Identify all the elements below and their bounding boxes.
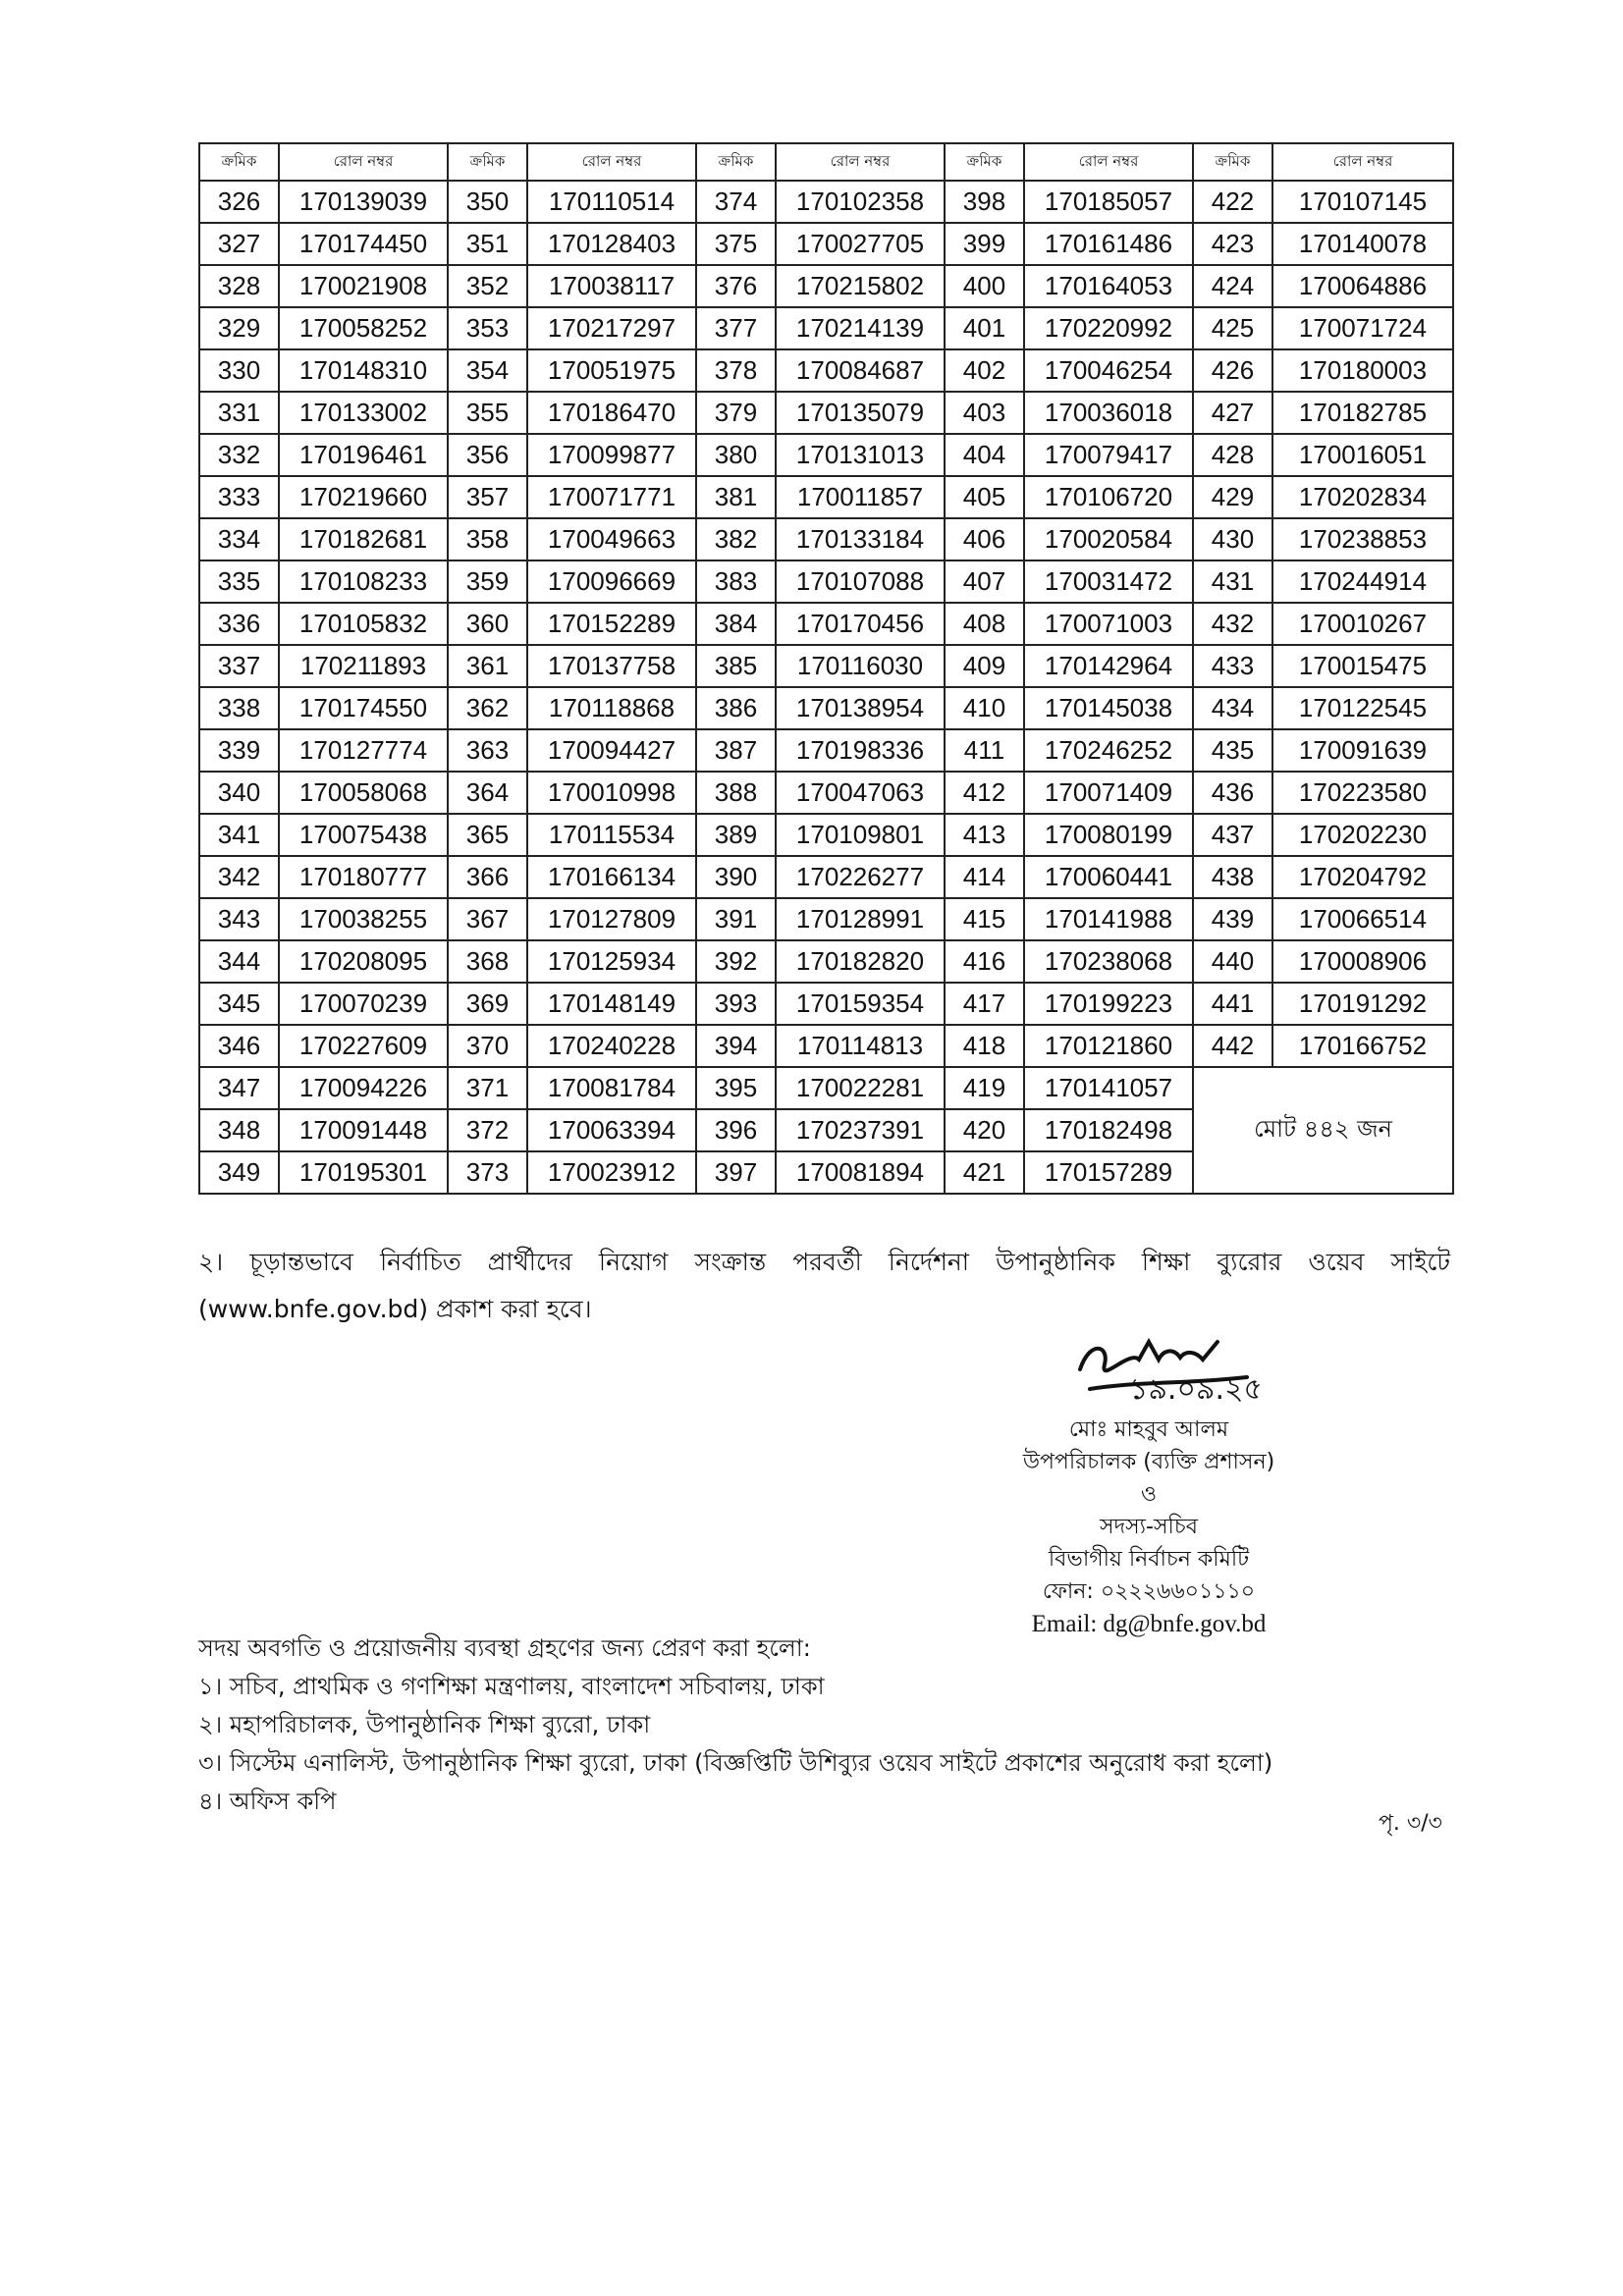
serial-cell: 360 (448, 603, 527, 645)
signature-block (913, 1414, 1384, 1640)
serial-cell: 336 (199, 603, 279, 645)
roll-number-cell: 170080199 (1024, 814, 1193, 856)
phone-number: ফোন: ০২২২৬৬০১১১০ (1042, 1579, 1256, 1604)
roll-number-cell: 170170456 (776, 603, 945, 645)
serial-cell: 334 (199, 518, 279, 561)
roll-number-cell: 170220992 (1024, 307, 1193, 349)
roll-number-cell: 170096669 (527, 561, 696, 603)
roll-number-cell: 170142964 (1024, 645, 1193, 687)
serial-cell: 420 (945, 1109, 1024, 1151)
table-row (199, 1025, 1453, 1067)
serial-cell: 397 (696, 1151, 776, 1194)
serial-cell: 330 (199, 349, 279, 392)
serial-cell: 424 (1193, 265, 1272, 307)
column-header: ক্রমিক (199, 143, 279, 181)
distribution-intro: সদয় অবগতি ও প্রয়োজনীয় ব্যবস্থা গ্রহণের জন্য প্রেরণ করা হলো: (198, 1634, 811, 1662)
roll-number-cell: 170027705 (776, 223, 945, 265)
table-row (199, 1067, 1453, 1109)
table-row (199, 687, 1453, 729)
serial-cell: 438 (1193, 856, 1272, 898)
roll-number-cell: 170182820 (776, 940, 945, 983)
serial-cell: 356 (448, 434, 527, 476)
serial-cell: 364 (448, 772, 527, 814)
roll-number-cell: 170036018 (1024, 392, 1193, 434)
roll-number-cell: 170107088 (776, 561, 945, 603)
roll-number-cell: 170121860 (1024, 1025, 1193, 1067)
serial-cell: 335 (199, 561, 279, 603)
roll-number-cell: 170219660 (279, 476, 448, 518)
serial-cell: 426 (1193, 349, 1272, 392)
roll-number-cell: 170084687 (776, 349, 945, 392)
serial-cell: 429 (1193, 476, 1272, 518)
serial-cell: 338 (199, 687, 279, 729)
table-body (199, 181, 1453, 1194)
serial-cell: 353 (448, 307, 527, 349)
serial-cell: 345 (199, 983, 279, 1025)
roll-number-cell: 170208095 (279, 940, 448, 983)
serial-cell: 359 (448, 561, 527, 603)
serial-cell: 390 (696, 856, 776, 898)
column-header: ক্রমিক (1193, 143, 1272, 181)
serial-cell: 401 (945, 307, 1024, 349)
roll-number-cell: 170110514 (527, 181, 696, 223)
column-header: রোল নম্বর (1272, 143, 1453, 181)
conjunction-text: ও (1140, 1482, 1158, 1507)
serial-cell: 343 (199, 898, 279, 940)
roll-number-cell: 170161486 (1024, 223, 1193, 265)
roll-number-cell: 170038255 (279, 898, 448, 940)
table-row (199, 434, 1453, 476)
roll-number-cell: 170141057 (1024, 1067, 1193, 1109)
serial-cell: 373 (448, 1151, 527, 1194)
roll-number-cell: 170195301 (279, 1151, 448, 1194)
serial-cell: 406 (945, 518, 1024, 561)
roll-number-cell: 170011857 (776, 476, 945, 518)
serial-cell: 341 (199, 814, 279, 856)
roll-number-cell: 170237391 (776, 1109, 945, 1151)
serial-cell: 385 (696, 645, 776, 687)
roll-number-cell: 170125934 (527, 940, 696, 983)
page-number: পৃ. ৩/৩ (1379, 1811, 1442, 1836)
list-item: ৪। অফিস কপি (198, 1788, 337, 1815)
serial-cell: 379 (696, 392, 776, 434)
serial-cell: 376 (696, 265, 776, 307)
serial-cell: 413 (945, 814, 1024, 856)
roll-number-cell: 170060441 (1024, 856, 1193, 898)
serial-cell: 352 (448, 265, 527, 307)
serial-cell: 437 (1193, 814, 1272, 856)
roll-number-cell: 170182785 (1272, 392, 1453, 434)
table-row (199, 814, 1453, 856)
table-header-row (199, 143, 1453, 181)
table-row (199, 898, 1453, 940)
serial-cell: 331 (199, 392, 279, 434)
roll-number-cell: 170227609 (279, 1025, 448, 1067)
roll-number-cell: 170238068 (1024, 940, 1193, 983)
serial-cell: 422 (1193, 181, 1272, 223)
roll-number-cell: 170109801 (776, 814, 945, 856)
roll-number-cell: 170141988 (1024, 898, 1193, 940)
serial-cell: 404 (945, 434, 1024, 476)
serial-cell: 398 (945, 181, 1024, 223)
serial-cell: 428 (1193, 434, 1272, 476)
list-item: ২। মহাপরিচালক, উপানুষ্ঠানিক শিক্ষা ব্যুরো, ঢাকা (198, 1711, 651, 1738)
serial-cell: 427 (1193, 392, 1272, 434)
signatory-designation: উপপরিচালক (ব্যক্তি প্রশাসন) (1022, 1450, 1275, 1474)
roll-number-cell: 170091448 (279, 1109, 448, 1151)
roll-number-cell: 170071003 (1024, 603, 1193, 645)
serial-cell: 387 (696, 729, 776, 772)
serial-cell: 342 (199, 856, 279, 898)
table-row (199, 349, 1453, 392)
roll-number-cell: 170246252 (1024, 729, 1193, 772)
roll-number-cell: 170116030 (776, 645, 945, 687)
serial-cell: 439 (1193, 898, 1272, 940)
roll-number-cell: 170166134 (527, 856, 696, 898)
serial-cell: 436 (1193, 772, 1272, 814)
roll-number-cell: 170046254 (1024, 349, 1193, 392)
table-row (199, 392, 1453, 434)
roll-number-cell: 170166752 (1272, 1025, 1453, 1067)
serial-cell: 382 (696, 518, 776, 561)
email-address: Email: dg@bnfe.gov.bd (1031, 1611, 1267, 1637)
roll-number-cell: 170226277 (776, 856, 945, 898)
serial-cell: 396 (696, 1109, 776, 1151)
roll-number-cell: 170152289 (527, 603, 696, 645)
table-row (199, 603, 1453, 645)
roll-number-cell: 170070239 (279, 983, 448, 1025)
serial-cell: 394 (696, 1025, 776, 1067)
roll-number-cell: 170159354 (776, 983, 945, 1025)
serial-cell: 441 (1193, 983, 1272, 1025)
roll-number-cell: 170010998 (527, 772, 696, 814)
roll-number-cell: 170071724 (1272, 307, 1453, 349)
roll-number-cell: 170164053 (1024, 265, 1193, 307)
roll-number-cell: 170191292 (1272, 983, 1453, 1025)
list-item: ১। সচিব, প্রাথমিক ও গণশিক্ষা মন্ত্রণালয়, বাংলাদেশ সচিবালয়, ঢাকা (198, 1673, 825, 1700)
roll-number-cell: 170139039 (279, 181, 448, 223)
serial-cell: 383 (696, 561, 776, 603)
serial-cell: 395 (696, 1067, 776, 1109)
serial-cell: 351 (448, 223, 527, 265)
serial-cell: 349 (199, 1151, 279, 1194)
committee-name: বিভাগীয় নির্বাচন কমিটি (1048, 1547, 1250, 1572)
roll-number-cell: 170094427 (527, 729, 696, 772)
total-count-cell: মোট ৪৪২ জন (1193, 1067, 1453, 1194)
serial-cell: 412 (945, 772, 1024, 814)
roll-number-cell: 170071771 (527, 476, 696, 518)
roll-number-cell: 170223580 (1272, 772, 1453, 814)
roll-number-cell: 170214139 (776, 307, 945, 349)
roll-number-cell: 170010267 (1272, 603, 1453, 645)
serial-cell: 332 (199, 434, 279, 476)
roll-number-cell: 170047063 (776, 772, 945, 814)
signatory-name: মোঃ মাহবুব আলম (1068, 1417, 1229, 1442)
roll-number-cell: 170106720 (1024, 476, 1193, 518)
serial-cell: 423 (1193, 223, 1272, 265)
serial-cell: 434 (1193, 687, 1272, 729)
roll-number-cell: 170102358 (776, 181, 945, 223)
roll-number-cell: 170099877 (527, 434, 696, 476)
roll-number-cell: 170022281 (776, 1067, 945, 1109)
roll-number-cell: 170137758 (527, 645, 696, 687)
roll-number-cell: 170135079 (776, 392, 945, 434)
roll-number-cell: 170094226 (279, 1067, 448, 1109)
serial-cell: 340 (199, 772, 279, 814)
roll-number-cell: 170199223 (1024, 983, 1193, 1025)
table-row (199, 561, 1453, 603)
roll-number-cell: 170131013 (776, 434, 945, 476)
column-header: রোল নম্বর (527, 143, 696, 181)
serial-cell: 408 (945, 603, 1024, 645)
serial-cell: 415 (945, 898, 1024, 940)
serial-cell: 326 (199, 181, 279, 223)
roll-number-cell: 170145038 (1024, 687, 1193, 729)
column-header: রোল নম্বর (1024, 143, 1193, 181)
roll-number-cell: 170008906 (1272, 940, 1453, 983)
column-header: রোল নম্বর (776, 143, 945, 181)
serial-cell: 414 (945, 856, 1024, 898)
serial-cell: 350 (448, 181, 527, 223)
roll-number-cell: 170091639 (1272, 729, 1453, 772)
list-item: ৩। সিস্টেম এনালিস্ট, উপানুষ্ঠানিক শিক্ষা ব্যুরো, ঢাকা (বিজ্ঞপ্তিটি উশিব্যুর ওয়েব সাইটে প্রকাশের অনুরোধ করা হলো) (198, 1749, 1273, 1777)
serial-cell: 358 (448, 518, 527, 561)
serial-cell: 419 (945, 1067, 1024, 1109)
serial-cell: 442 (1193, 1025, 1272, 1067)
roll-number-cell: 170128991 (776, 898, 945, 940)
serial-cell: 440 (1193, 940, 1272, 983)
serial-cell: 403 (945, 392, 1024, 434)
serial-cell: 361 (448, 645, 527, 687)
serial-cell: 362 (448, 687, 527, 729)
table-row (199, 983, 1453, 1025)
serial-cell: 367 (448, 898, 527, 940)
roll-number-cell: 170107145 (1272, 181, 1453, 223)
note-paragraph-2: ২। চূড়ান্তভাবে নির্বাচিত প্রার্থীদের নিয়োগ সংক্রান্ত পরবর্তী নির্দেশনা উপানুষ্ঠানিক শিক্ষা ব্যুরোর ওয়েব সাইটে (www.bnfe.gov.bd) প্রকাশ করা হবে। (198, 1248, 1450, 1323)
signature-image (1070, 1330, 1296, 1409)
roll-number-cell: 170180003 (1272, 349, 1453, 392)
serial-cell: 416 (945, 940, 1024, 983)
serial-cell: 365 (448, 814, 527, 856)
table-row (199, 940, 1453, 983)
serial-cell: 347 (199, 1067, 279, 1109)
serial-cell: 377 (696, 307, 776, 349)
signatory-role: সদস্য-সচিব (1100, 1515, 1198, 1539)
serial-cell: 380 (696, 434, 776, 476)
serial-cell: 363 (448, 729, 527, 772)
serial-cell: 329 (199, 307, 279, 349)
roll-number-cell: 170127774 (279, 729, 448, 772)
serial-cell: 384 (696, 603, 776, 645)
serial-cell: 337 (199, 645, 279, 687)
serial-cell: 328 (199, 265, 279, 307)
roll-number-cell: 170079417 (1024, 434, 1193, 476)
serial-cell: 348 (199, 1109, 279, 1151)
serial-cell: 327 (199, 223, 279, 265)
roll-number-cell: 170128403 (527, 223, 696, 265)
serial-cell: 430 (1193, 518, 1272, 561)
column-header: ক্রমিক (945, 143, 1024, 181)
roll-number-cell: 170202834 (1272, 476, 1453, 518)
roll-number-cell: 170105832 (279, 603, 448, 645)
roll-number-cell: 170021908 (279, 265, 448, 307)
roll-number-cell: 170115534 (527, 814, 696, 856)
serial-cell: 409 (945, 645, 1024, 687)
roll-number-cell: 170058252 (279, 307, 448, 349)
roll-number-cell: 170182498 (1024, 1109, 1193, 1151)
table-row (199, 265, 1453, 307)
roll-number-table (198, 142, 1454, 1195)
roll-number-cell: 170133184 (776, 518, 945, 561)
serial-cell: 411 (945, 729, 1024, 772)
roll-number-cell: 170204792 (1272, 856, 1453, 898)
roll-number-cell: 170114813 (776, 1025, 945, 1067)
roll-number-cell: 170217297 (527, 307, 696, 349)
roll-number-cell: 170071409 (1024, 772, 1193, 814)
serial-cell: 381 (696, 476, 776, 518)
serial-cell: 435 (1193, 729, 1272, 772)
serial-cell: 418 (945, 1025, 1024, 1067)
serial-cell: 378 (696, 349, 776, 392)
roll-number-cell: 170174550 (279, 687, 448, 729)
signature-date: ১৯.০৯.২৫ (1129, 1372, 1263, 1407)
roll-number-cell: 170127809 (527, 898, 696, 940)
table-row (199, 476, 1453, 518)
serial-cell: 374 (696, 181, 776, 223)
serial-cell: 375 (696, 223, 776, 265)
roll-number-cell: 170211893 (279, 645, 448, 687)
serial-cell: 405 (945, 476, 1024, 518)
table-row (199, 223, 1453, 265)
roll-number-cell: 170186470 (527, 392, 696, 434)
roll-number-cell: 170063394 (527, 1109, 696, 1151)
serial-cell: 407 (945, 561, 1024, 603)
roll-number-cell: 170202230 (1272, 814, 1453, 856)
serial-cell: 369 (448, 983, 527, 1025)
serial-cell: 339 (199, 729, 279, 772)
roll-number-cell: 170196461 (279, 434, 448, 476)
serial-cell: 402 (945, 349, 1024, 392)
roll-number-cell: 170238853 (1272, 518, 1453, 561)
serial-cell: 392 (696, 940, 776, 983)
column-header: ক্রমিক (696, 143, 776, 181)
roll-number-cell: 170185057 (1024, 181, 1193, 223)
roll-number-cell: 170138954 (776, 687, 945, 729)
serial-cell: 371 (448, 1067, 527, 1109)
roll-number-cell: 170118868 (527, 687, 696, 729)
serial-cell: 399 (945, 223, 1024, 265)
table-row (199, 729, 1453, 772)
serial-cell: 386 (696, 687, 776, 729)
roll-number-cell: 170015475 (1272, 645, 1453, 687)
serial-cell: 354 (448, 349, 527, 392)
roll-number-cell: 170023912 (527, 1151, 696, 1194)
roll-number-cell: 170038117 (527, 265, 696, 307)
column-header: রোল নম্বর (279, 143, 448, 181)
serial-cell: 370 (448, 1025, 527, 1067)
roll-number-cell: 170240228 (527, 1025, 696, 1067)
table-row (199, 518, 1453, 561)
roll-number-cell: 170215802 (776, 265, 945, 307)
roll-number-cell: 170031472 (1024, 561, 1193, 603)
roll-number-cell: 170140078 (1272, 223, 1453, 265)
roll-number-cell: 170133002 (279, 392, 448, 434)
table-row (199, 645, 1453, 687)
column-header: ক্রমিক (448, 143, 527, 181)
roll-number-cell: 170244914 (1272, 561, 1453, 603)
serial-cell: 410 (945, 687, 1024, 729)
serial-cell: 389 (696, 814, 776, 856)
roll-number-cell: 170058068 (279, 772, 448, 814)
serial-cell: 393 (696, 983, 776, 1025)
serial-cell: 417 (945, 983, 1024, 1025)
roll-number-cell: 170148149 (527, 983, 696, 1025)
roll-number-cell: 170174450 (279, 223, 448, 265)
serial-cell: 368 (448, 940, 527, 983)
roll-number-cell: 170198336 (776, 729, 945, 772)
serial-cell: 357 (448, 476, 527, 518)
roll-number-cell: 170064886 (1272, 265, 1453, 307)
serial-cell: 346 (199, 1025, 279, 1067)
serial-cell: 421 (945, 1151, 1024, 1194)
serial-cell: 400 (945, 265, 1024, 307)
roll-number-cell: 170180777 (279, 856, 448, 898)
roll-number-cell: 170182681 (279, 518, 448, 561)
roll-number-cell: 170020584 (1024, 518, 1193, 561)
distribution-list (198, 1629, 1272, 1821)
roll-number-cell: 170157289 (1024, 1151, 1193, 1194)
roll-number-cell: 170016051 (1272, 434, 1453, 476)
table-row (199, 856, 1453, 898)
table-row (199, 181, 1453, 223)
roll-number-cell: 170122545 (1272, 687, 1453, 729)
roll-number-cell: 170081784 (527, 1067, 696, 1109)
serial-cell: 433 (1193, 645, 1272, 687)
serial-cell: 372 (448, 1109, 527, 1151)
serial-cell: 425 (1193, 307, 1272, 349)
roll-number-cell: 170051975 (527, 349, 696, 392)
roll-number-cell: 170148310 (279, 349, 448, 392)
serial-cell: 355 (448, 392, 527, 434)
table-row (199, 772, 1453, 814)
serial-cell: 388 (696, 772, 776, 814)
serial-cell: 333 (199, 476, 279, 518)
table-row (199, 307, 1453, 349)
roll-number-cell: 170066514 (1272, 898, 1453, 940)
serial-cell: 432 (1193, 603, 1272, 645)
roll-number-cell: 170075438 (279, 814, 448, 856)
serial-cell: 431 (1193, 561, 1272, 603)
serial-cell: 366 (448, 856, 527, 898)
roll-number-cell: 170081894 (776, 1151, 945, 1194)
serial-cell: 391 (696, 898, 776, 940)
serial-cell: 344 (199, 940, 279, 983)
roll-number-cell: 170049663 (527, 518, 696, 561)
roll-number-cell: 170108233 (279, 561, 448, 603)
